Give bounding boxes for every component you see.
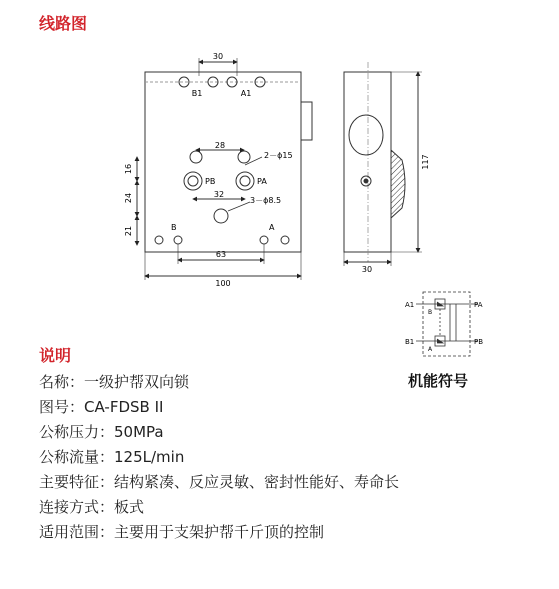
- dim-side-30: 30: [361, 265, 373, 274]
- port-label-b: B: [171, 223, 177, 232]
- description-heading: 说明: [39, 346, 72, 365]
- dim-100: 100: [215, 279, 231, 288]
- dim-24: 24: [124, 192, 133, 204]
- spec-item: [39, 395, 399, 420]
- spec-item: [39, 420, 399, 445]
- spec-value: 一级护帮双向锁: [84, 373, 190, 391]
- port-hole: [238, 151, 250, 163]
- port-hole-center: [214, 209, 228, 223]
- dim-hole-15: 2－ϕ15: [264, 151, 293, 160]
- spec-label: 连接方式：: [39, 498, 115, 516]
- spec-label: 名称：: [39, 373, 85, 391]
- spec-item: [39, 370, 399, 395]
- port-pb: [184, 172, 202, 190]
- port-hole: [190, 151, 202, 163]
- dim-28: 28: [214, 141, 226, 150]
- spec-item: [39, 445, 399, 470]
- spec-label: 公称流量：: [39, 448, 115, 466]
- front-view-body: [145, 72, 301, 252]
- dim-hole-85: 3－ϕ8.5: [250, 196, 282, 205]
- spec-value: 50MPa: [114, 423, 164, 441]
- internal-bore: [349, 115, 383, 155]
- symbol-label-b: B: [428, 309, 433, 316]
- symbol-label-b1: B1: [405, 338, 415, 346]
- spec-value: 板式: [114, 498, 145, 516]
- spec-list: [39, 370, 399, 545]
- symbol-label-a1: A1: [405, 301, 415, 309]
- mount-hole: [281, 236, 289, 244]
- diagram-heading: 线路图: [39, 14, 88, 33]
- port-b-hole: [174, 236, 182, 244]
- port-label-a1: A1: [240, 89, 252, 98]
- front-view-side-tab: [301, 102, 312, 140]
- port-a-hole: [260, 236, 268, 244]
- symbol-caption: 机能符号: [408, 372, 469, 390]
- dim-top-30: 30: [212, 52, 224, 61]
- port-label-pb: PB: [205, 177, 216, 186]
- spec-item: [39, 495, 399, 520]
- dim-21: 21: [124, 225, 133, 237]
- spec-label: 公称压力：: [39, 423, 115, 441]
- port-label-a: A: [269, 223, 275, 232]
- spec-label: 图号：: [39, 398, 85, 416]
- side-view-body: [344, 72, 391, 252]
- dim-63: 63: [215, 250, 227, 259]
- spec-item: [39, 520, 399, 545]
- symbol-label-pa: PA: [474, 301, 483, 309]
- side-view: [344, 62, 422, 266]
- spec-label: 主要特征：: [39, 473, 115, 491]
- symbol-label-a: A: [428, 346, 433, 353]
- port-pa: [236, 172, 254, 190]
- port-label-pa: PA: [257, 177, 267, 186]
- spec-value: 结构紧凑、反应灵敏、密封性能好、寿命长: [114, 473, 400, 491]
- spec-label: 适用范围：: [39, 523, 115, 541]
- spec-value: 主要用于支架护帮千斤顶的控制: [114, 523, 325, 541]
- dim-117: 117: [421, 154, 430, 170]
- symbol-label-pb: PB: [474, 338, 484, 346]
- dim-16: 16: [124, 163, 133, 175]
- spec-value: 125L/min: [114, 448, 185, 466]
- port-label-b1: B1: [191, 89, 203, 98]
- spec-item: [39, 470, 399, 495]
- front-view: [137, 58, 312, 280]
- mount-hole: [155, 236, 163, 244]
- spec-value: CA-FDSB II: [84, 398, 164, 416]
- dim-32: 32: [213, 190, 225, 199]
- function-symbol: [416, 292, 478, 356]
